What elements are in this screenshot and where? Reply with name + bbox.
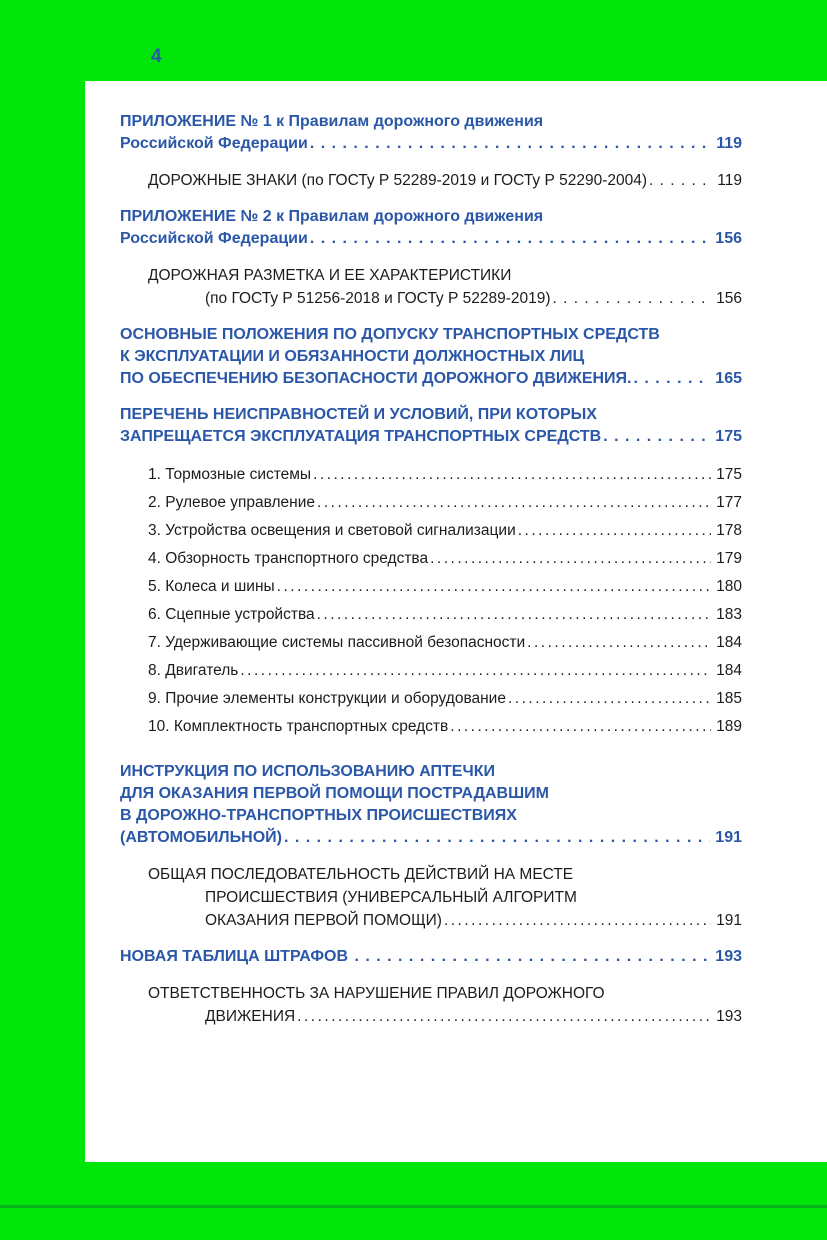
- toc-entry-text: 9. Прочие элементы конструкции и оборудование: [148, 690, 506, 707]
- toc-page-ref: 156: [715, 230, 742, 247]
- toc-entry-text: ОКАЗАНИЯ ПЕРВОЙ ПОМОЩИ): [205, 912, 442, 929]
- toc-entry: [120, 686, 742, 711]
- dot-leader: [508, 686, 711, 711]
- toc-entry: [120, 982, 742, 1028]
- toc-entry: [120, 574, 742, 599]
- dot-leader: [527, 630, 711, 655]
- toc-entry-line: [120, 805, 742, 827]
- toc-page-ref: 191: [715, 829, 742, 846]
- toc-entry: [120, 546, 742, 571]
- dot-leader: [518, 518, 711, 543]
- toc-entry-text: (по ГОСТу Р 51256-2018 и ГОСТу Р 52289-2019): [205, 290, 551, 307]
- dot-leader: [240, 658, 711, 683]
- toc-entry-line: [148, 863, 742, 886]
- dot-leader: [317, 490, 711, 515]
- toc-entry-text: ОТВЕТСТВЕННОСТЬ ЗА НАРУШЕНИЕ ПРАВИЛ ДОРОЖНОГО: [148, 985, 605, 1002]
- toc-entry: [120, 111, 742, 155]
- toc-entry-line: [120, 783, 742, 805]
- toc-entry-line: [148, 574, 742, 599]
- table-of-contents: [85, 81, 827, 1162]
- toc-page-ref: 119: [717, 172, 742, 189]
- toc-entry: [120, 462, 742, 487]
- toc-entry-line: [120, 228, 742, 250]
- dot-leader: [317, 602, 712, 627]
- toc-entry-text: ЗАПРЕЩАЕТСЯ ЭКСПЛУАТАЦИЯ ТРАНСПОРТНЫХ СРЕДСТВ: [120, 428, 602, 445]
- toc-entry: [120, 490, 742, 515]
- toc-entry: [120, 714, 742, 739]
- toc-entry-text: 2. Рулевое управление: [148, 494, 316, 511]
- dot-leader: [603, 426, 710, 448]
- dot-leader: [284, 827, 710, 849]
- toc-page-ref: 193: [716, 1008, 742, 1025]
- toc-entry: [120, 169, 742, 192]
- toc-entry-line: [120, 404, 742, 426]
- toc-entry-text: 10. Комплектность транспортных средств: [148, 718, 449, 735]
- top-green-bar: [0, 0, 827, 81]
- dot-leader: [634, 368, 711, 390]
- toc-entry-text: Российской Федерации: [120, 230, 308, 247]
- toc-entry-line: [120, 324, 742, 346]
- toc-entry-line: [120, 111, 742, 133]
- toc-entry: [120, 264, 742, 310]
- toc-entry-line: [120, 761, 742, 783]
- toc-page-ref: 184: [716, 662, 742, 679]
- toc-page-ref: 119: [716, 135, 742, 152]
- toc-entry-line: [120, 946, 742, 968]
- toc-entry-line: [120, 346, 742, 368]
- toc-page-ref: 185: [716, 690, 742, 707]
- toc-page-ref: 189: [716, 718, 742, 735]
- toc-entry-line: [148, 546, 742, 571]
- dot-leader: [297, 1005, 711, 1028]
- toc-entry-line: [148, 886, 742, 909]
- toc-entry: [120, 404, 742, 448]
- toc-entry-line: [148, 462, 742, 487]
- toc-page-ref: 193: [715, 948, 742, 965]
- toc-page-ref: 175: [715, 428, 742, 445]
- fold-line: [0, 1205, 827, 1208]
- toc-entry: [120, 946, 742, 968]
- toc-page-ref: 156: [716, 290, 742, 307]
- toc-page-ref: 183: [716, 606, 742, 623]
- toc-entry-text: НОВАЯ ТАБЛИЦА ШТРАФОВ: [120, 948, 353, 965]
- toc-entry-text: ДЛЯ ОКАЗАНИЯ ПЕРВОЙ ПОМОЩИ ПОСТРАДАВШИМ: [120, 785, 549, 802]
- toc-entry-text: 7. Удерживающие системы пассивной безопасности: [148, 634, 526, 651]
- toc-entry: [120, 206, 742, 250]
- toc-entry-line: [120, 368, 742, 390]
- toc-entry-line: [120, 426, 742, 448]
- toc-entry: [120, 324, 742, 390]
- dot-leader: [354, 946, 710, 968]
- dot-leader: [310, 133, 711, 155]
- toc-entry-text: 3. Устройства освещения и световой сигнализации: [148, 522, 516, 539]
- toc-page-ref: 178: [716, 522, 742, 539]
- toc-page-ref: 184: [716, 634, 742, 651]
- toc-entry-text: 4. Обзорность транспортного средства: [148, 550, 429, 567]
- toc-entry-text: 1. Тормозные системы: [148, 466, 312, 483]
- left-green-bar: [0, 0, 85, 1240]
- dot-leader: [649, 169, 712, 192]
- dot-leader: [553, 287, 712, 310]
- page-number: 4: [151, 46, 162, 67]
- toc-page-ref: 180: [716, 578, 742, 595]
- toc-entry-text: ПРИЛОЖЕНИЕ № 1 к Правилам дорожного движения: [120, 113, 544, 130]
- toc-entry-line: [148, 1005, 742, 1028]
- dot-leader: [450, 714, 711, 739]
- toc-page-ref: 191: [716, 912, 742, 929]
- bottom-green-bar: [0, 1162, 827, 1240]
- toc-entry-line: [148, 714, 742, 739]
- toc-entry-line: [148, 264, 742, 287]
- toc-entry-line: [148, 658, 742, 683]
- toc-page-ref: 165: [715, 370, 742, 387]
- toc-entry-text: 8. Двигатель: [148, 662, 239, 679]
- toc-entry-text: Российской Федерации: [120, 135, 308, 152]
- toc-entry: [120, 602, 742, 627]
- toc-entry-line: [148, 982, 742, 1005]
- toc-entry-line: [148, 602, 742, 627]
- toc-entry-text: ОБЩАЯ ПОСЛЕДОВАТЕЛЬНОСТЬ ДЕЙСТВИЙ НА МЕСТЕ: [148, 866, 574, 883]
- toc-entry-line: [120, 206, 742, 228]
- dot-leader: [277, 574, 711, 599]
- toc-entry-line: [148, 287, 742, 310]
- toc-entry: [120, 761, 742, 849]
- toc-entry-line: [148, 490, 742, 515]
- toc-entry-text: 6. Сцепные устройства: [148, 606, 315, 623]
- toc-page-ref: 179: [716, 550, 742, 567]
- toc-entry-text: ДОРОЖНАЯ РАЗМЕТКА И ЕЕ ХАРАКТЕРИСТИКИ: [148, 267, 512, 284]
- dot-leader: [444, 909, 711, 932]
- toc-entry-text: ПРИЛОЖЕНИЕ № 2 к Правилам дорожного движения: [120, 208, 544, 225]
- toc-entry-text: ДВИЖЕНИЯ: [205, 1008, 296, 1025]
- toc-entry: [120, 863, 742, 932]
- toc-entry-text: ПРОИСШЕСТВИЯ (УНИВЕРСАЛЬНЫЙ АЛГОРИТМ: [205, 889, 577, 906]
- toc-entry-text: В ДОРОЖНО-ТРАНСПОРТНЫХ ПРОИСШЕСТВИЯХ: [120, 807, 517, 824]
- toc-entry-text: К ЭКСПЛУАТАЦИИ И ОБЯЗАННОСТИ ДОЛЖНОСТНЫХ ЛИЦ: [120, 348, 585, 365]
- toc-entry-line: [120, 133, 742, 155]
- dot-leader: [313, 462, 711, 487]
- toc-entry: [120, 658, 742, 683]
- dot-leader: [310, 228, 710, 250]
- toc-entry-text: 5. Колеса и шины: [148, 578, 275, 595]
- toc-entry-line: [148, 169, 742, 192]
- toc-entry-text: ИНСТРУКЦИЯ ПО ИСПОЛЬЗОВАНИЮ АПТЕЧКИ: [120, 763, 495, 780]
- toc-page-ref: 177: [716, 494, 742, 511]
- toc-entry-line: [148, 518, 742, 543]
- toc-entry-text: ПЕРЕЧЕНЬ НЕИСПРАВНОСТЕЙ И УСЛОВИЙ, ПРИ КОТОРЫХ: [120, 406, 597, 423]
- toc-page-ref: 175: [716, 466, 742, 483]
- dot-leader: [430, 546, 711, 571]
- toc-entry-line: [148, 686, 742, 711]
- toc-entry-text: ОСНОВНЫЕ ПОЛОЖЕНИЯ ПО ДОПУСКУ ТРАНСПОРТНЫХ СРЕДСТВ: [120, 326, 660, 343]
- toc-entry-line: [148, 909, 742, 932]
- toc-entry-text: (АВТОМОБИЛЬНОЙ): [120, 829, 282, 846]
- toc-entry: [120, 518, 742, 543]
- toc-entry: [120, 630, 742, 655]
- toc-entry-text: ДОРОЖНЫЕ ЗНАКИ (по ГОСТу Р 52289-2019 и ГОСТу Р 52290-2004): [148, 172, 648, 189]
- toc-entry-text: ПО ОБЕСПЕЧЕНИЮ БЕЗОПАСНОСТИ ДОРОЖНОГО ДВИЖЕНИЯ.: [120, 370, 632, 387]
- toc-entry-line: [120, 827, 742, 849]
- toc-entry-line: [148, 630, 742, 655]
